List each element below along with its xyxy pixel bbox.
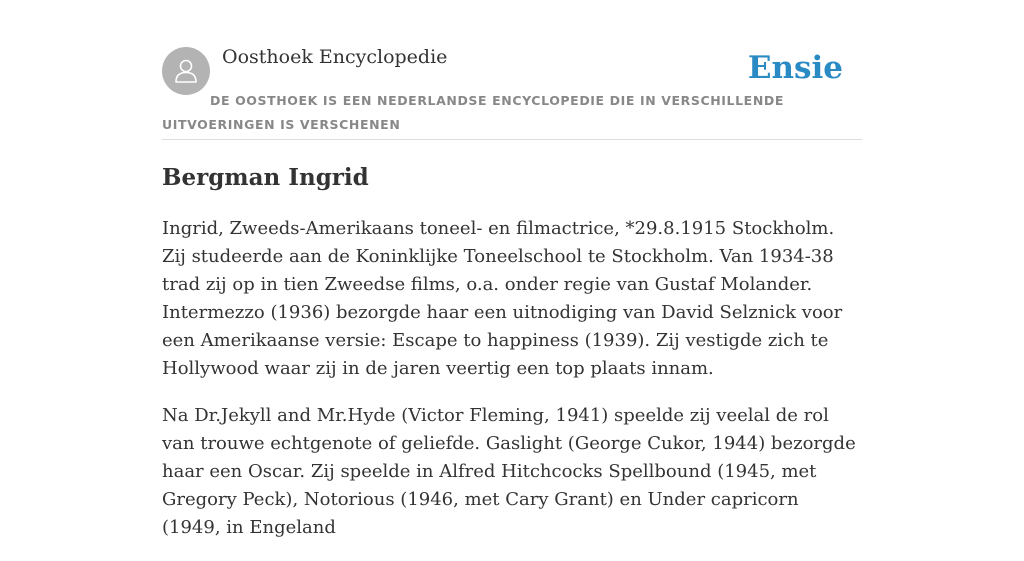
encyclopedia-title-link[interactable]: Oosthoek Encyclopedie <box>222 46 448 68</box>
user-icon <box>171 56 201 86</box>
entry-paragraph: Ingrid, Zweeds-Amerikaans toneel- en filmactrice, *29.8.1915 Stockholm. Zij studeerde aan de Koninklijke Toneelschool te Stockholm. Van 1934-38 trad zij op in tien Zweedse films, o.a. onder regie van Gustaf Molander. Intermezzo (1936) bezorgde haar een uitnodiging van David Selznick voor een Amerikaanse versie: Escape to happiness (1939). Zij vestigde zich te Hollywood waar zij in de jaren veertig een top plaats innam. <box>162 218 843 379</box>
entry-paragraph: Na Dr.Jekyll and Mr.Hyde (Victor Fleming, 1941) speelde zij veelal de rol van trouwe echtgenote of geliefde. Gaslight (George Cukor, 1944) bezorgde haar een Oscar. Zij speelde in Alfred Hitchcocks Spellbound (1945, met Gregory Peck), Notorious (1946, met Cary Grant) en Under capricorn (1949, in Engeland <box>162 405 856 538</box>
ensie-logo[interactable]: Ensie <box>747 50 843 86</box>
entry-body <box>162 215 862 561</box>
page-container <box>162 0 862 538</box>
avatar[interactable] <box>162 47 210 95</box>
encyclopedia-header <box>162 0 862 140</box>
entry-title: Bergman Ingrid <box>162 164 369 191</box>
encyclopedia-tagline: DE OOSTHOEK IS EEN NEDERLANDSE ENCYCLOPEDIE DIE IN VERSCHILLENDE UITVOERINGEN IS VERSCHENEN <box>162 93 784 132</box>
